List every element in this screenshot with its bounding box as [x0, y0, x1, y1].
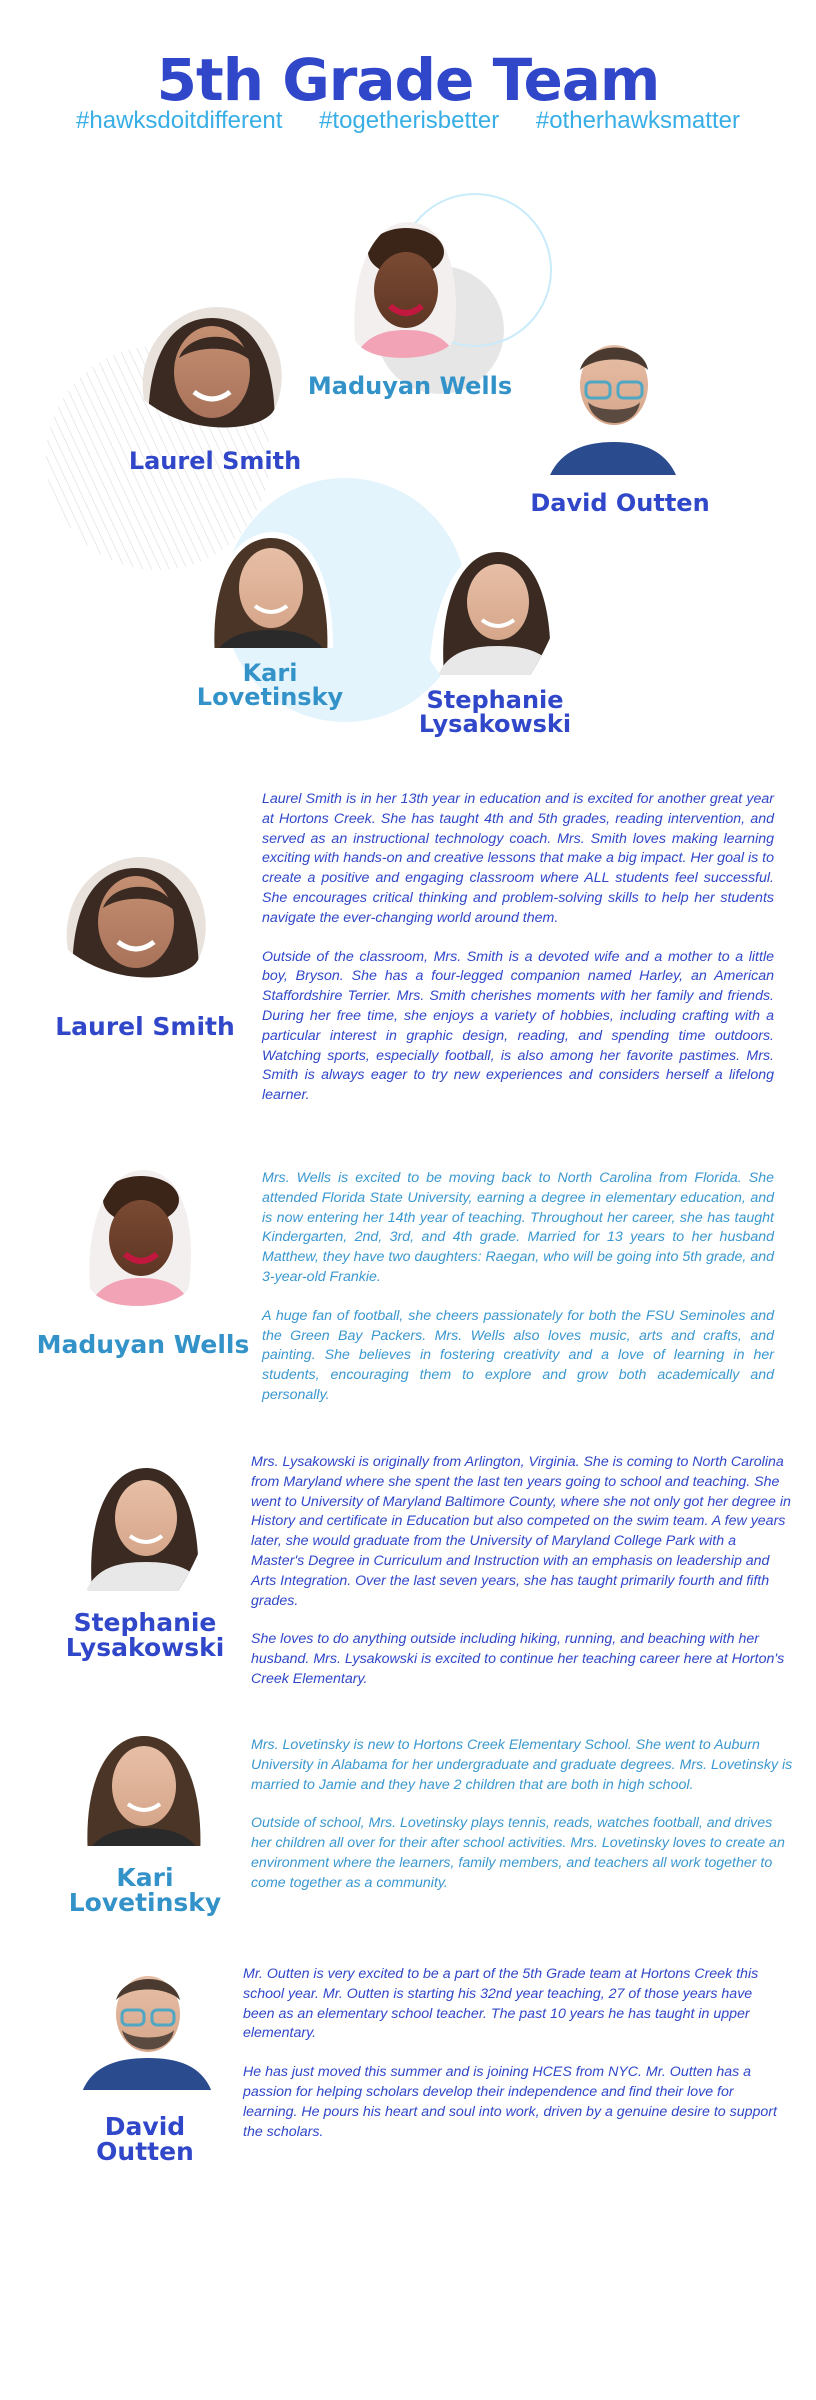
- laurel-smith-photo: [134, 300, 284, 440]
- bio-text-maduyan: [262, 1169, 774, 1425]
- bio-maduyan-p1: Mrs. Wells is excited to be moving back to North Carolina from Florida. She attended Florida State University, earning a degree in elementary education, and is now entering her 14th year of teaching. Throughout her career, she has taught Kindergarten, 2nd, 3rd, and 4th grade. Married for 13 years to her husband Matthew, they have two daughters: Raegan, who will be going into 5th grade, and 3-year-old Frankie.: [262, 1170, 774, 1285]
- page-title: 5th Grade Team: [156, 46, 660, 114]
- maduyan-wells-photo: [350, 220, 460, 368]
- hashtag-1: #hawksdoitdifferent: [76, 107, 283, 134]
- bio-laurel-p2: Outside of the classroom, Mrs. Smith is a devoted wife and a mother to a little boy, Bryson. She has a four-legged companion named Harley, an American Staffordshire Terrier. Mrs. Smith cherishes moments with her family and friends. During her free time, she enjoys a variety of hobbies, including crafting with a particular interest in graphic design, reading, and spending time outdoors. Watching sports, especially football, is also among her favorite pastimes. Mrs. Smith is always eager to try new experiences and considers herself a lifelong learner.: [262, 948, 774, 1104]
- stephanie-bio-photo: [78, 1456, 210, 1591]
- bio-stephanie-p1: Mrs. Lysakowski is originally from Arlington, Virginia. She is coming to North Carolina from Maryland where she spent the last ten years going to school and teaching. She went to University of Maryland Baltimore County, where she not only got her degree in History and certificate in Education but also competed on the swim team. A few years later, she would graduate from the University of Maryland College Park with a Master's Degree in Curriculum and Instruction with an emphasis on leadership and Arts Integration. Over the last seven years, she has taught primarily fourth and fifth grades.: [251, 1454, 791, 1609]
- bio-name-david-first: David: [104, 2112, 186, 2141]
- bio-stephanie-p2: She loves to do anything outside including hiking, running, and beaching with her husband. Mrs. Lysakowski is excited to continue her teaching career here at Horton's Creek Elementary.: [251, 1631, 785, 1687]
- bio-kari-p2: Outside of school, Mrs. Lovetinsky plays tennis, reads, watches football, and drives her children all over for their after school activities. Mrs. Lovetinsky loves to create an environment where the learners, family members, and teachers all work together to come together as a community.: [251, 1815, 785, 1891]
- bio-david-p2: He has just moved this summer and is joining HCES from NYC. Mr. Outten has a passion for helping scholars develop their independence and find their love for learning. He pours his heart and soul into work, driven by a genuine desire to support the scholars.: [243, 2064, 777, 2140]
- bio-text-stephanie: [251, 1453, 793, 1709]
- bio-name-kari-first: Kari: [116, 1863, 174, 1892]
- bio-name-maduyan: Maduyan Wells: [36, 1330, 250, 1359]
- bio-name-kari-last: Lovetinsky: [68, 1888, 222, 1917]
- collage-name-kari-last: Lovetinsky: [196, 683, 344, 711]
- collage-name-stephanie-last: Lysakowski: [418, 710, 572, 738]
- collage-name-david: David Outten: [530, 489, 710, 517]
- david-bio-photo: [82, 1962, 212, 2092]
- collage-name-kari: [185, 661, 355, 709]
- collage-name-maduyan: Maduyan Wells: [307, 372, 513, 400]
- bio-name-david-last: Outten: [96, 2137, 194, 2166]
- laurel-bio-photo: [58, 850, 208, 990]
- bio-text-kari: [251, 1736, 793, 1913]
- collage-name-laurel: Laurel Smith: [128, 447, 302, 475]
- bio-text-laurel: [262, 790, 774, 1125]
- bio-laurel-p1: Laurel Smith is in her 13th year in education and is excited for another great year at Hortons Creek. She has taught 4th and 5th grades, reading intervention, and served as an instructional technology coach. Mrs. Smith loves making learning exciting with hands-on and creative lessons that make a big impact. Her goal is to create a positive and engaging classroom where ALL students feel successful. She encourages critical thinking and problem-solving skills to help her students navigate the ever-changing world around them.: [262, 791, 774, 926]
- collage-name-stephanie: [405, 688, 585, 736]
- bio-david-p1: Mr. Outten is very excited to be a part of the 5th Grade team at Hortons Creek this school year. Mr. Outten is starting his 32nd year teaching, 27 of those years have been as an elementary school teacher. The past 10 years he has taught in upper elementary.: [243, 1966, 759, 2042]
- bio-name-laurel: Laurel Smith: [55, 1012, 235, 1041]
- bio-name-stephanie-first: Stephanie: [73, 1608, 217, 1637]
- hashtag-row: [0, 106, 816, 136]
- collage-name-kari-first: Kari: [242, 659, 298, 687]
- bio-text-david: [243, 1965, 785, 2161]
- bio-name-kari: [55, 1865, 235, 1915]
- bio-kari-p1: Mrs. Lovetinsky is new to Hortons Creek Elementary School. She went to Auburn University in Alabama for her undergraduate and graduate degrees. Mrs. Lovetinsky is married to Jamie and they have 2 children that are both in high school.: [251, 1737, 793, 1793]
- bio-name-stephanie: [55, 1610, 235, 1660]
- hashtag-2: #togetherisbetter: [319, 107, 500, 134]
- collage-name-stephanie-first: Stephanie: [426, 686, 564, 714]
- stephanie-lysakowski-photo: [430, 540, 562, 675]
- maduyan-bio-photo: [85, 1168, 195, 1316]
- bio-name-david: [55, 2114, 235, 2164]
- bio-name-stephanie-last: Lysakowski: [65, 1633, 225, 1662]
- david-outten-photo: [548, 330, 678, 480]
- bio-maduyan-p2: A huge fan of football, she cheers passionately for both the FSU Seminoles and the Green Bay Packers. Mrs. Wells also loves music, arts and crafts, and painting. She believes in fostering creativity and a love of learning in her students, encouraging them to explore and grow both academically and personally.: [262, 1307, 774, 1403]
- kari-bio-photo: [78, 1726, 208, 1856]
- hashtag-3: #otherhawksmatter: [535, 107, 740, 134]
- kari-lovetinsky-photo: [205, 528, 335, 658]
